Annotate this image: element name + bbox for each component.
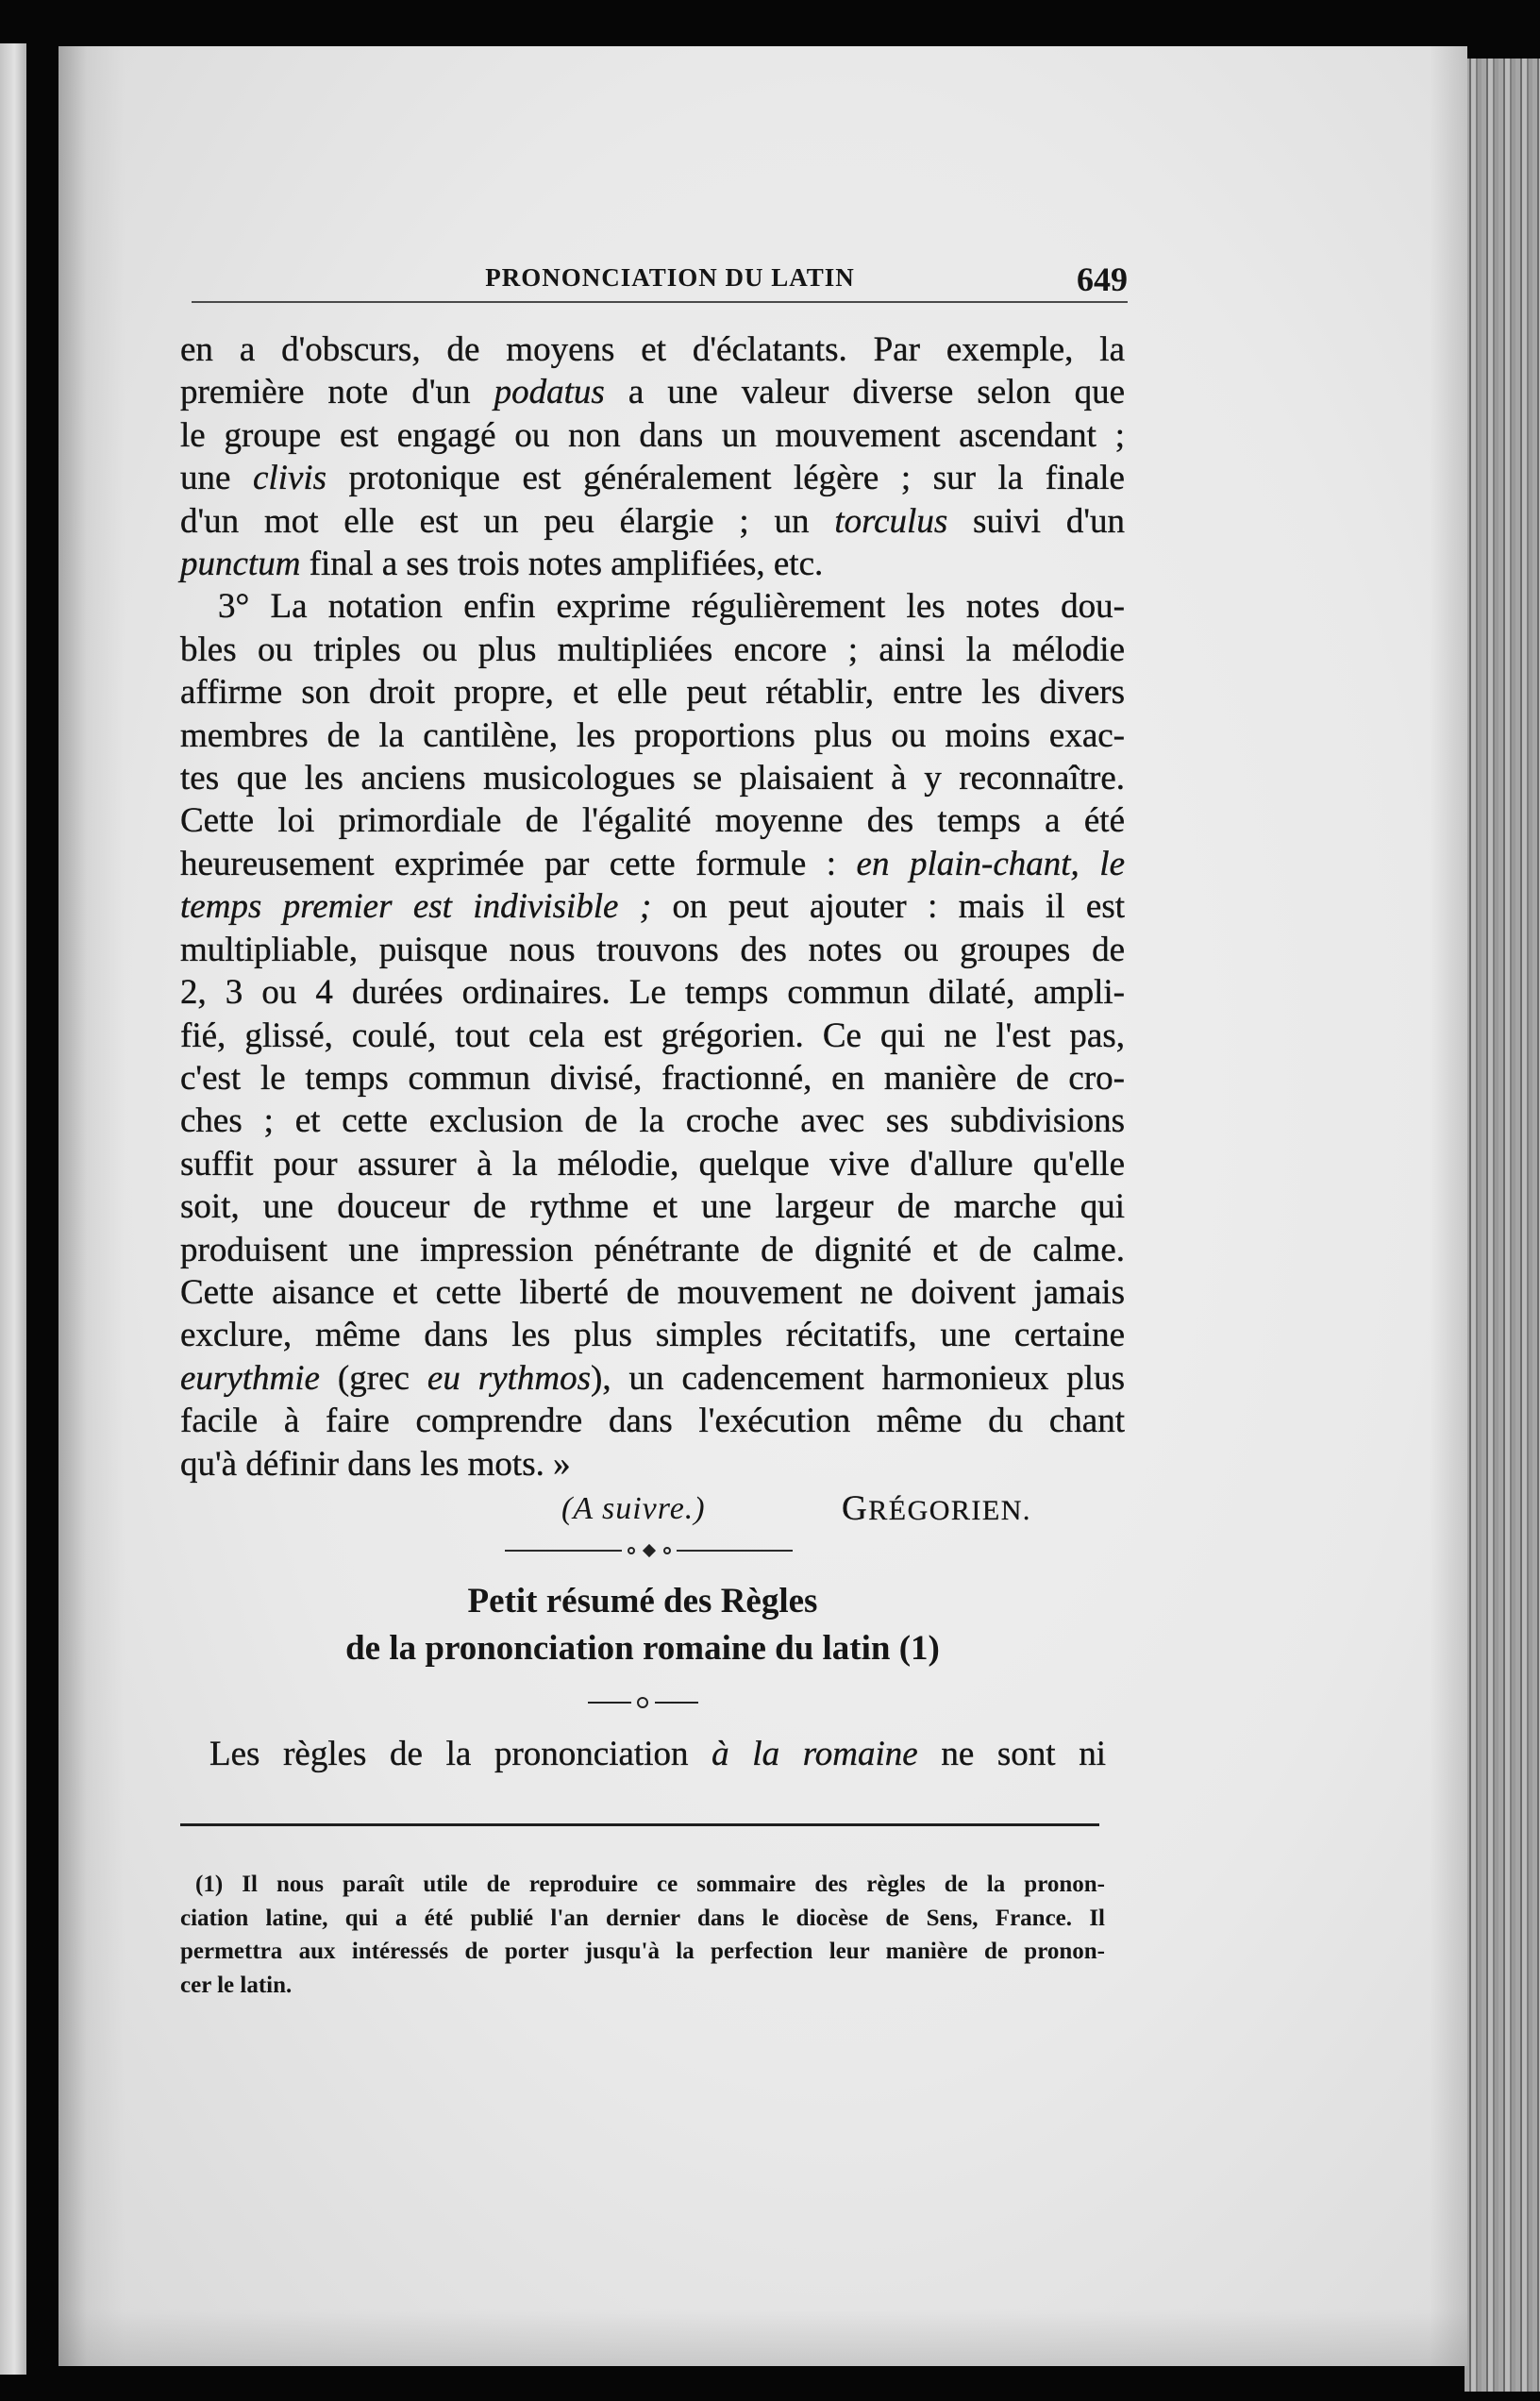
text-run: (1) Il nous paraît utile de reproduire ce sommaire des règles de la pronon- <box>195 1872 1105 1897</box>
text-line <box>180 671 1125 714</box>
text-line <box>180 371 1125 413</box>
italic-run: torculus <box>834 501 948 541</box>
text-run: suffit pour assurer à la mélodie, quelque vive d'allure qu'elle <box>180 1144 1125 1184</box>
author-signature: GRÉGORIEN. <box>842 1489 1031 1528</box>
text-line <box>180 1057 1125 1100</box>
text-line <box>180 1314 1125 1356</box>
text-run: permettra aux intéressés de porter jusqu'à la perfection leur manière de pronon- <box>180 1939 1105 1965</box>
text-run: soit, une douceur de rythme et une largeur de marche qui <box>180 1187 1125 1227</box>
ornament-diamond <box>643 1544 656 1557</box>
text-line <box>180 1185 1125 1228</box>
text-line <box>180 1357 1125 1400</box>
italic-run: à la romaine <box>711 1735 918 1773</box>
text-run: ), un cadencement harmonieux plus <box>591 1358 1125 1398</box>
text-run: on peut ajouter : mais il est <box>651 887 1126 927</box>
text-line <box>180 1015 1125 1057</box>
text-run: ches ; et cette exclusion de la croche avec ses subdivisions <box>180 1101 1125 1141</box>
text-run: 3° La notation enfin exprime régulièrement les notes dou- <box>218 587 1125 627</box>
page-stack-edges <box>1465 59 1540 2392</box>
text-run: c'est le temps commun divisé, fractionné, en manière de cro- <box>180 1058 1125 1098</box>
text-run: (grec <box>319 1358 427 1398</box>
text-run: suivi d'un <box>947 501 1126 541</box>
text-run: final a ses trois notes amplifiées, etc. <box>300 545 824 584</box>
italic-run: podatus <box>494 373 605 412</box>
to-be-continued: (A suivre.) <box>561 1491 706 1526</box>
text-run: tes que les anciens musicologues se plaisaient à y reconnaître. <box>180 759 1125 798</box>
text-run: a une valeur diverse selon que <box>604 373 1125 412</box>
text-run: cer le latin. <box>180 1973 293 1999</box>
running-head: PRONONCIATION DU LATIN <box>485 263 855 292</box>
footnote-line <box>180 1902 1105 1936</box>
text-line <box>180 585 1125 628</box>
text-line <box>180 799 1125 842</box>
text-line <box>180 414 1125 457</box>
book-page <box>59 46 1467 2366</box>
text-line <box>180 885 1125 928</box>
ornament-circle-right <box>663 1547 671 1554</box>
section-divider <box>505 1550 793 1552</box>
text-line <box>180 929 1125 971</box>
text-line <box>180 328 1125 371</box>
page-number: 649 <box>1077 260 1128 298</box>
text-line <box>180 1443 1125 1486</box>
text-run: protonique est généralement légère ; sur la finale <box>326 459 1125 498</box>
italic-run: punctum <box>180 545 301 584</box>
section-title-line-2: de la prononciation romaine du latin (1) <box>345 1629 940 1668</box>
text-line <box>180 457 1125 499</box>
text-run: produisent une impression pénétrante de dignité et de calme. <box>180 1230 1125 1269</box>
text-run: qu'à définir dans les mots. » <box>180 1444 571 1484</box>
footnote-rule <box>180 1823 1099 1826</box>
footnote-line <box>180 1935 1105 1969</box>
text-run: Les règles de la prononciation <box>209 1735 712 1773</box>
text-run: le groupe est engagé ou non dans un mouvement ascendant ; <box>180 415 1125 455</box>
divider-ornament <box>622 1544 677 1557</box>
text-line <box>180 500 1125 543</box>
footnote-line <box>180 1969 1105 2003</box>
adjacent-page-edge <box>0 43 26 2375</box>
ornament-ring <box>637 1697 648 1708</box>
text-line <box>209 1733 1106 1775</box>
article-closing-line <box>59 1487 1467 1531</box>
text-run: exclure, même dans les plus simples récitatifs, une certaine <box>180 1316 1125 1355</box>
text-run: heureusement exprimée par cette formule : <box>180 844 857 883</box>
text-run: d'un mot elle est un peu élargie ; un <box>180 501 835 541</box>
text-line <box>180 971 1125 1014</box>
text-line <box>180 1400 1125 1442</box>
footnote <box>180 1868 1105 2003</box>
ornament-bar-right <box>655 1702 698 1704</box>
text-run: fié, glissé, coulé, tout cela est grégorien. Ce qui ne l'est pas, <box>180 1016 1125 1055</box>
italic-run: clivis <box>252 459 327 498</box>
text-line <box>180 1271 1125 1314</box>
text-run: bles ou triples ou plus multipliées encore ; ainsi la mélodie <box>180 630 1125 669</box>
text-line <box>180 757 1125 799</box>
text-line <box>180 714 1125 757</box>
italic-run: temps premier est indivisible ; <box>180 887 652 927</box>
ornament-bar-left <box>588 1702 631 1704</box>
italic-run: eurythmie <box>180 1358 320 1398</box>
text-run: une <box>180 459 253 498</box>
section-title <box>180 1578 1105 1672</box>
text-line <box>180 1100 1125 1142</box>
text-line <box>180 843 1125 885</box>
text-run: Cette loi primordiale de l'égalité moyenne des temps a été <box>180 801 1125 841</box>
text-run: ciation latine, qui a été publié l'an dernier dans le diocèse de Sens, France. Il <box>180 1905 1105 1931</box>
text-line <box>180 1143 1125 1185</box>
text-line <box>180 1229 1125 1271</box>
italic-run: eu rythmos <box>427 1358 592 1398</box>
section-intro-text <box>209 1733 1106 1775</box>
text-run: première note d'un <box>180 373 494 412</box>
footnote-line <box>180 1868 1105 1902</box>
text-run: 2, 3 ou 4 durées ordinaires. Le temps commun dilaté, ampli- <box>180 973 1125 1013</box>
text-run: affirme son droit propre, et elle peut rétablir, entre les divers <box>180 673 1125 713</box>
section-title-line-1: Petit résumé des Règles <box>467 1582 818 1620</box>
text-run: facile à faire comprendre dans l'exécution même du chant <box>180 1402 1125 1441</box>
text-run: membres de la cantilène, les proportions plus ou moins exac- <box>180 715 1125 755</box>
header-rule <box>192 301 1128 303</box>
text-run: multipliable, puisque nous trouvons des notes ou groupes de <box>180 930 1125 969</box>
article-text <box>180 328 1125 1486</box>
italic-run: en plain-chant, le <box>856 844 1125 883</box>
text-run: ne sont ni <box>917 1735 1106 1773</box>
title-ornament <box>588 1697 698 1708</box>
ornament-circle-left <box>628 1547 635 1554</box>
text-run: en a d'obscurs, de moyens et d'éclatants. Par exemple, la <box>180 330 1125 369</box>
text-run: Cette aisance et cette liberté de mouvement ne doivent jamais <box>180 1272 1125 1312</box>
text-line <box>180 629 1125 671</box>
text-line <box>180 543 1125 585</box>
